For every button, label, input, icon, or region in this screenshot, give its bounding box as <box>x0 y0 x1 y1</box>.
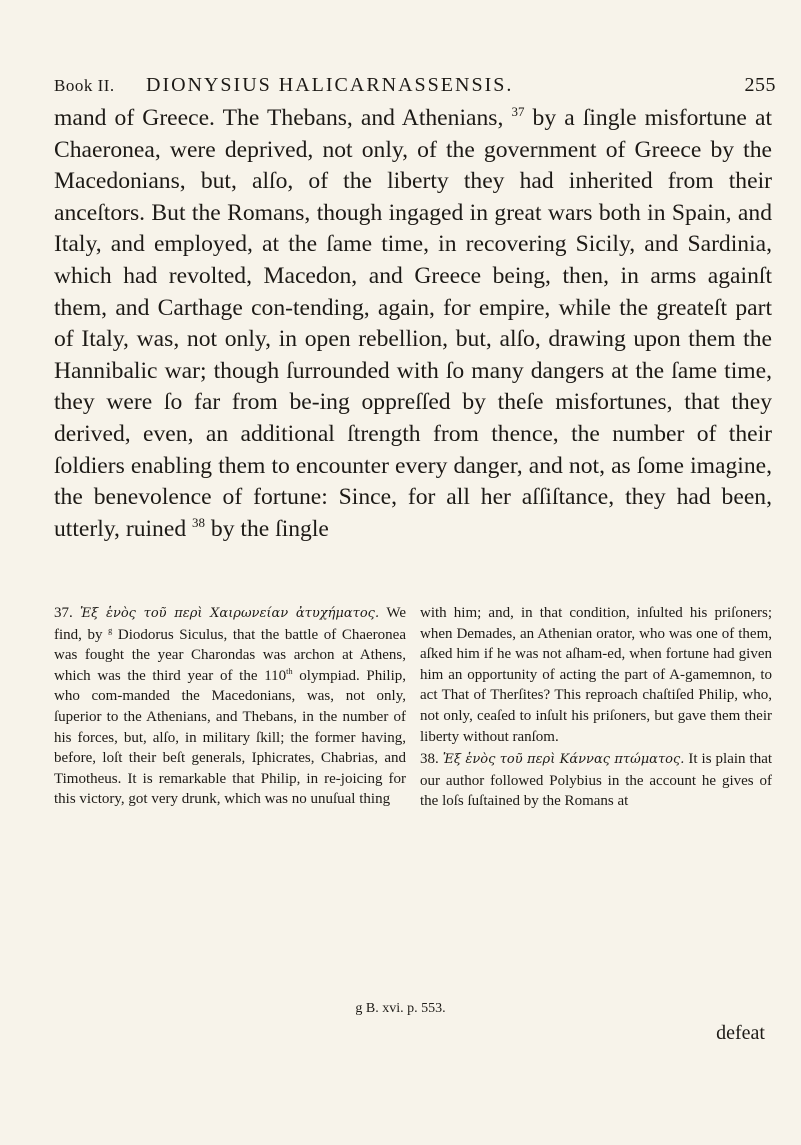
footnote-marker: g <box>108 625 113 635</box>
footnotes <box>54 603 772 812</box>
book-label: Book II. <box>54 76 115 95</box>
note-ref-37: 37 <box>511 104 525 120</box>
note-37-continued: with him; and, in that condition, inſulted his priſoners; when Demades, an Athenian orator, who was one of them, aſked him if he was not aſham-ed, when fortune had given him an opportunity of acting the part of A-gamemnon, to act That of Therſites? This reproach chaſtiſed Philip, who, not only, ceaſed to inſult his priſoners, but gave them their liberty without ranſom. <box>420 605 772 745</box>
note-38 <box>420 749 772 812</box>
note-ref-38: 38 <box>192 514 206 530</box>
note-37 <box>54 603 406 810</box>
page-number: 255 <box>744 74 776 96</box>
main-paragraph <box>54 103 772 545</box>
source-reference: g B. xvi. p. 553. <box>355 1001 446 1016</box>
main-text-segment: by a ſingle misfortune at Chaeronea, were deprived, not only, of the government of Greece by the Macedonians, but, alſo, of the liberty they had inherited from their anceſtors. But the Romans, though ingaged in great wars both in Spain, and Italy, and employed, at the ſame time, in recovering Sicily, and Sardinia, which had revolted, Macedon, and Greece being, then, in arms againſt them, and Carthage con-tending, again, for empire, while the greateſt part of Italy, was, not only, in open rebellion, but, alſo, drawing upon them the Hannibalic war; though ſurrounded with ſo many dangers at the ſame time, they were ſo far from be-ing oppreſſed by theſe misfortunes, that they derived, even, an additional ſtrength from thence, the number of their ſoldiers enabling them to encounter every danger, and not, as ſome imagine, the benevolence of fortune: Since, for all her aſſiſtance, they had been, utterly, ruined <box>54 105 772 542</box>
note-text: Diodorus Siculus, that the battle of Chaeronea was fought the year Charondas was archon at Athens, which was the third year of the 110 <box>54 626 406 684</box>
footnote-column-right <box>420 603 772 812</box>
note-greek-lemma: Ἐξ ἑνὸς τοῦ περὶ Κάννας πτώματος. <box>442 752 685 768</box>
running-title: DIONYSIUS HALICARNASSENSIS. <box>146 74 514 96</box>
note-text: olympiad. Philip, who com-manded the Macedonians, was, not only, ſuperior to the Athenians, and Thebans, in the number of his forces, but, alſo, in military ſkill; the former having, before, loſt their beſt generals, Iphicrates, Chabrias, and Timotheus. It is remarkable that Philip, in re-joicing for this victory, got very drunk, which was no unuſual thing <box>54 667 407 808</box>
main-text-segment: mand of Greece. The Thebans, and Athenians, <box>54 105 504 131</box>
running-header <box>54 60 776 100</box>
main-text-segment: by the ſingle <box>210 515 329 542</box>
note-text: It is plain that our author followed Polybius in the account he gives of the loſs ſuſtained by the Romans at <box>420 751 773 810</box>
note-number: 38. <box>420 751 439 768</box>
main-text <box>54 103 772 545</box>
catchword: defeat <box>716 1022 765 1044</box>
note-number: 37. <box>54 605 73 621</box>
footnote-column-left <box>54 603 406 812</box>
note-greek-lemma: Ἐξ ἑνὸς τοῦ περὶ Χαιρωνείαν ἀτυχήματος. <box>80 606 380 621</box>
note-text: We find, by <box>54 605 407 643</box>
ordinal-suffix: th <box>286 666 293 676</box>
